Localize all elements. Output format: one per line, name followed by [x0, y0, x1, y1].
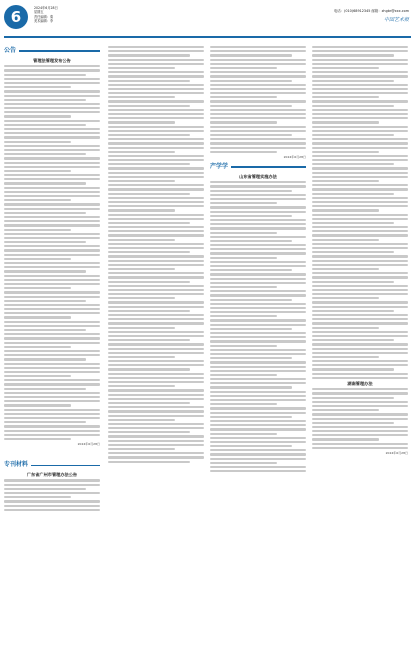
section-header-announcements [4, 46, 100, 56]
masthead-logo: 中国艺术报 [383, 17, 409, 23]
section-label: 产学学 [210, 162, 229, 170]
section-label: 公告 [4, 46, 17, 54]
column-1 [4, 44, 100, 644]
header-rule [4, 36, 411, 38]
issue-info [34, 6, 58, 23]
section-header-special [4, 460, 100, 470]
section-rule [231, 166, 306, 167]
notice-date: 2024年6月28日 [385, 451, 408, 456]
notice-text [4, 65, 100, 440]
issue-date: 2024年6月28日 [34, 6, 58, 10]
notice-title: 广东省广州市管理办法公告 [26, 472, 78, 478]
issue-editor: 责任编辑：秦 [34, 14, 54, 19]
notice-text [312, 388, 408, 449]
section-header-chanxue [210, 162, 306, 172]
page-number-badge: 6 [4, 5, 28, 29]
column-3 [210, 44, 306, 644]
contact-info: 电话：(010)68912345 邮箱：zhgbr@xxx.com [333, 9, 409, 13]
column-4 [312, 44, 408, 644]
section-label: 专刊材料 [4, 461, 29, 469]
section-rule [19, 50, 100, 51]
notice-text [210, 46, 306, 153]
notice-date: 2024年6月28日 [283, 154, 306, 159]
notice-title: 管理法管理发布公告 [33, 58, 71, 63]
notice-text [210, 181, 306, 472]
notice-title: 山东省管理实施办法 [239, 174, 277, 180]
notice-text [312, 46, 408, 379]
notice-text [108, 46, 204, 463]
column-2 [108, 44, 204, 644]
section-rule [31, 465, 100, 466]
notice-title: 湖南管理办法 [347, 381, 373, 386]
issue-art-editor: 美术编辑：李 [34, 18, 54, 23]
notice-text [4, 479, 100, 511]
issue-weekday: 星期五 [34, 10, 44, 15]
notice-date: 2024年6月28日 [77, 442, 100, 447]
page-header [0, 0, 415, 40]
